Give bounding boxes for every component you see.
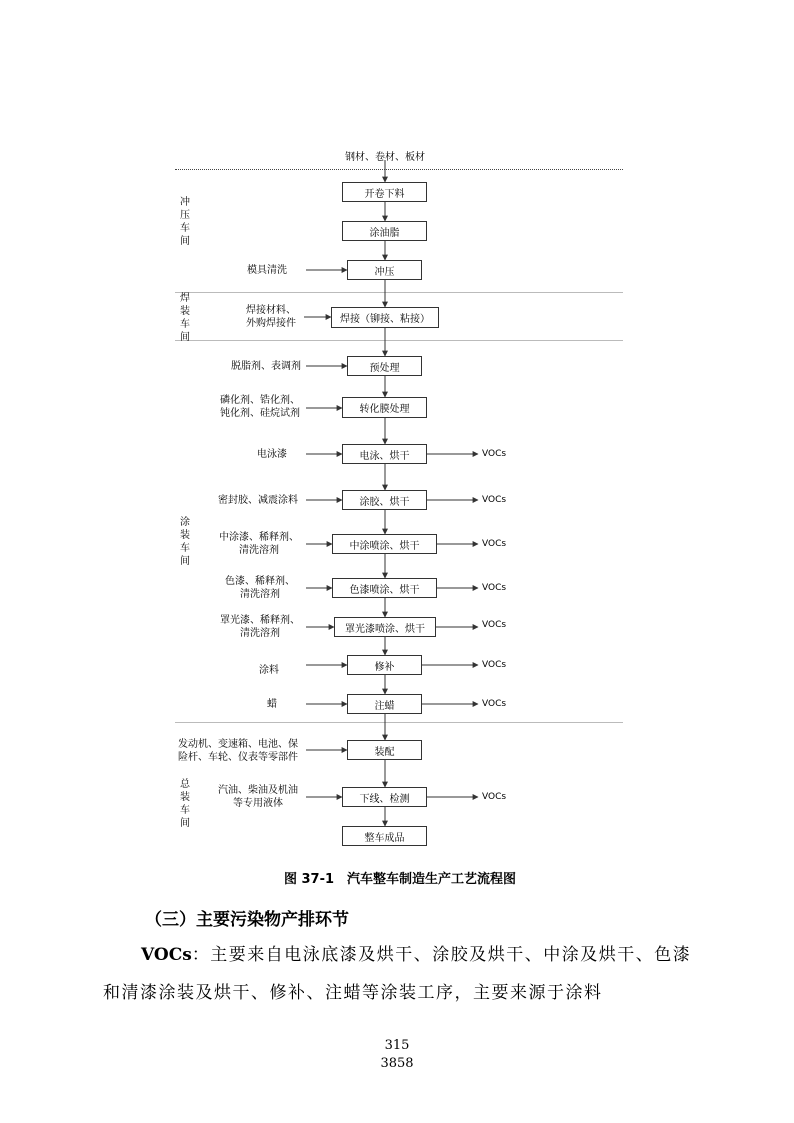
input-label-electrocoat-paint: 电泳漆 [257, 449, 287, 460]
input-label-components: 发动机、变速箱、电池、保 险杆、车轮、仪表等零部件 [178, 739, 298, 763]
input-label-clearcoat-materials: 罩光漆、稀释剂、 清洗溶剂 [220, 615, 300, 639]
output-label-vocs: VOCs [482, 699, 507, 709]
raw-material-label: 钢材、卷材、板材 [345, 152, 425, 163]
paragraph-text: ：主要来自电泳底漆及烘干、涂胶及烘干、中涂及烘干、色漆和清漆涂装及烘干、修补、注蜡等涂装工序，主要来源于涂料 [103, 945, 692, 1003]
step-box-assembly: 装配 [347, 740, 422, 760]
output-label-vocs: VOCs [482, 583, 507, 593]
workshop-label-painting: 涂装车间 [180, 517, 190, 567]
total-page-number: 3858 [380, 1056, 414, 1071]
body-paragraph [103, 936, 695, 1012]
input-label-primer-materials: 中涂漆、稀释剂、 清洗溶剂 [219, 532, 299, 556]
figure-caption: 图 37-1 汽车整车制造生产工艺流程图 [283, 872, 517, 887]
input-label-sealant: 密封胶、减震涂料 [218, 495, 298, 506]
step-box-conversion-coating: 转化膜处理 [342, 397, 427, 418]
step-box-primer-spray: 中涂喷涂、烘干 [332, 534, 437, 554]
section-heading: （三）主要污染物产排环节 [145, 910, 349, 930]
step-box-finished-vehicle: 整车成品 [342, 826, 427, 846]
step-box-inspection: 下线、检测 [342, 787, 427, 807]
input-label-die-cleaning: 模具清洗 [247, 265, 287, 276]
input-label-fluids: 汽油、柴油及机油 等专用液体 [218, 785, 298, 809]
step-box-basecoat-spray: 色漆喷涂、烘干 [332, 578, 437, 598]
step-box-pretreatment: 预处理 [347, 356, 422, 376]
step-box-electrocoat: 电泳、烘干 [342, 444, 427, 464]
input-label-conversion-agents: 磷化剂、锆化剂、 钝化剂、硅烷试剂 [220, 395, 300, 419]
step-box-sealing: 涂胶、烘干 [342, 490, 427, 510]
output-label-vocs: VOCs [482, 620, 507, 630]
output-label-vocs: VOCs [482, 449, 507, 459]
step-box-stamping: 冲压 [347, 260, 422, 280]
step-box-waxing: 注蜡 [347, 694, 422, 714]
page-number: 315 [384, 1038, 410, 1053]
step-box-grease: 涂油脂 [342, 221, 427, 241]
workshop-label-stamping: 冲压车间 [180, 197, 190, 247]
step-box-welding: 焊接（铆接、粘接） [331, 307, 439, 328]
step-box-repair: 修补 [347, 655, 422, 675]
input-label-wax: 蜡 [267, 699, 277, 710]
paragraph-lead: VOCs [141, 945, 192, 965]
output-label-vocs: VOCs [482, 539, 507, 549]
input-label-degreaser: 脱脂剂、表调剂 [231, 361, 301, 372]
output-label-vocs: VOCs [482, 660, 507, 670]
output-label-vocs: VOCs [482, 792, 507, 802]
step-box-cutting: 开卷下料 [342, 182, 427, 202]
input-label-basecoat-materials: 色漆、稀释剂、 清洗溶剂 [225, 576, 295, 600]
input-label-coating: 涂料 [259, 665, 279, 676]
step-box-clearcoat-spray: 罩光漆喷涂、烘干 [334, 617, 436, 637]
output-label-vocs: VOCs [482, 495, 507, 505]
workshop-label-welding: 焊装车间 [180, 293, 190, 343]
input-label-welding-materials: 焊接材料、 外购焊接件 [246, 305, 296, 329]
workshop-label-assembly: 总装车间 [180, 779, 190, 829]
